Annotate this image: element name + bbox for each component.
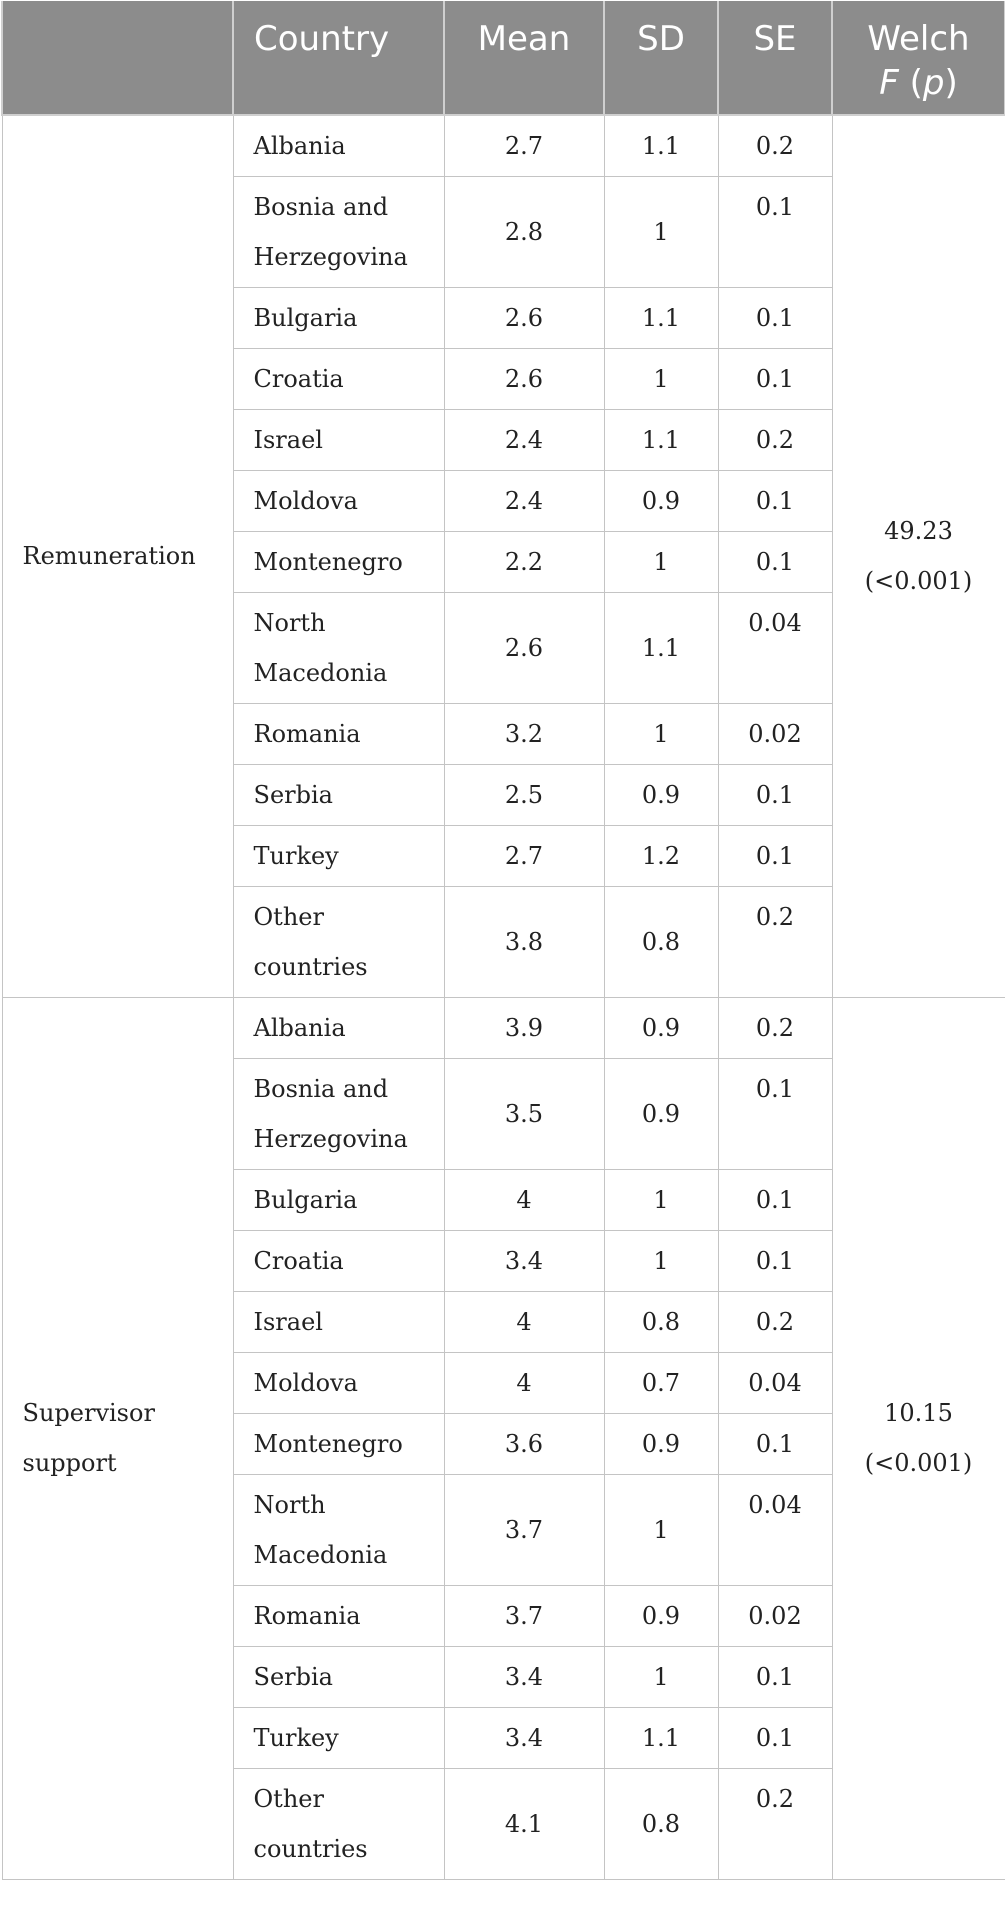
header-welch [832, 1, 1005, 115]
sd-cell: 0.9 [604, 997, 718, 1058]
group-label-cell [2, 997, 233, 1879]
country-cell: Moldova [233, 470, 444, 531]
mean-cell: 3.9 [444, 997, 604, 1058]
se-cell: 0.1 [718, 1230, 832, 1291]
country-cell: Bulgaria [233, 287, 444, 348]
mean-cell: 2.5 [444, 764, 604, 825]
se-cell: 0.1 [718, 1646, 832, 1707]
welch-p-value: (<0.001) [864, 1449, 973, 1477]
table-header [2, 1, 1005, 115]
se-cell: 0.1 [718, 1413, 832, 1474]
group-label: Supervisor [22, 1399, 155, 1427]
sd-cell: 0.8 [604, 1768, 718, 1879]
country-cell: Bosnia and Herzegovina [233, 176, 444, 287]
mean-cell: 3.8 [444, 886, 604, 997]
country-cell: Turkey [233, 1707, 444, 1768]
welch-cell [832, 997, 1005, 1879]
mean-cell: 3.2 [444, 703, 604, 764]
se-cell: 0.1 [718, 1707, 832, 1768]
sd-cell: 0.9 [604, 1058, 718, 1169]
mean-cell: 2.7 [444, 115, 604, 176]
mean-cell: 2.8 [444, 176, 604, 287]
header-welch-f: F [879, 63, 899, 103]
mean-cell: 3.7 [444, 1585, 604, 1646]
country-cell: Albania [233, 997, 444, 1058]
group-label: Remuneration [22, 542, 196, 571]
se-cell: 0.1 [718, 470, 832, 531]
se-cell: 0.2 [718, 1768, 832, 1879]
sd-cell: 1.2 [604, 825, 718, 886]
sd-cell: 0.9 [604, 764, 718, 825]
welch-f-value: 49.23 [884, 517, 953, 546]
country-cell: Croatia [233, 1230, 444, 1291]
se-cell: 0.2 [718, 115, 832, 176]
sd-cell: 1 [604, 1646, 718, 1707]
country-cell: Romania [233, 703, 444, 764]
sd-cell: 0.7 [604, 1352, 718, 1413]
data-table [1, 1, 1005, 1880]
mean-cell: 4 [444, 1169, 604, 1230]
sd-cell: 1.1 [604, 1707, 718, 1768]
sd-cell: 1 [604, 348, 718, 409]
se-cell: 0.1 [718, 531, 832, 592]
se-cell: 0.02 [718, 703, 832, 764]
country-cell: Bosnia and Herzegovina [233, 1058, 444, 1169]
welch-f-value: 10.15 [884, 1399, 953, 1427]
mean-cell: 3.4 [444, 1707, 604, 1768]
mean-cell: 2.4 [444, 409, 604, 470]
sd-cell: 1.1 [604, 592, 718, 703]
mean-cell: 3.5 [444, 1058, 604, 1169]
sd-cell: 0.9 [604, 1413, 718, 1474]
country-cell: Israel [233, 409, 444, 470]
header-sd: SD [604, 1, 718, 115]
country-cell: Bulgaria [233, 1169, 444, 1230]
se-cell: 0.04 [718, 1474, 832, 1585]
sd-cell: 1 [604, 1169, 718, 1230]
header-country: Country [233, 1, 444, 115]
se-cell: 0.1 [718, 1058, 832, 1169]
country-cell: Croatia [233, 348, 444, 409]
country-cell: North Macedonia [233, 1474, 444, 1585]
se-cell: 0.1 [718, 1169, 832, 1230]
se-cell: 0.1 [718, 287, 832, 348]
country-cell: Serbia [233, 764, 444, 825]
header-se: SE [718, 1, 832, 115]
country-cell: Moldova [233, 1352, 444, 1413]
sd-cell: 1 [604, 531, 718, 592]
sd-cell: 0.8 [604, 1291, 718, 1352]
sd-cell: 1.1 [604, 115, 718, 176]
mean-cell: 4.1 [444, 1768, 604, 1879]
mean-cell: 3.7 [444, 1474, 604, 1585]
header-welch-close: ) [944, 63, 958, 103]
sd-cell: 0.9 [604, 1585, 718, 1646]
country-cell: Montenegro [233, 1413, 444, 1474]
mean-cell: 3.6 [444, 1413, 604, 1474]
mean-cell: 3.4 [444, 1646, 604, 1707]
se-cell: 0.04 [718, 592, 832, 703]
sd-cell: 1 [604, 1230, 718, 1291]
country-cell: Romania [233, 1585, 444, 1646]
mean-cell: 2.7 [444, 825, 604, 886]
header-mean: Mean [444, 1, 604, 115]
sd-cell: 1 [604, 176, 718, 287]
se-cell: 0.1 [718, 348, 832, 409]
mean-cell: 2.6 [444, 592, 604, 703]
se-cell: 0.1 [718, 825, 832, 886]
header-welch-p: p [922, 63, 945, 103]
sd-cell: 0.9 [604, 470, 718, 531]
sd-cell: 1 [604, 1474, 718, 1585]
se-cell: 0.2 [718, 997, 832, 1058]
table-row [2, 115, 1005, 176]
welch-cell [832, 115, 1005, 997]
country-cell: Albania [233, 115, 444, 176]
country-cell: Turkey [233, 825, 444, 886]
welch-p-value: (<0.001) [864, 567, 973, 596]
mean-cell: 2.6 [444, 287, 604, 348]
mean-cell: 2.4 [444, 470, 604, 531]
sd-cell: 1.1 [604, 409, 718, 470]
se-cell: 0.1 [718, 764, 832, 825]
mean-cell: 4 [444, 1291, 604, 1352]
mean-cell: 2.6 [444, 348, 604, 409]
group-label-line2: support [22, 1449, 117, 1477]
sd-cell: 0.8 [604, 886, 718, 997]
se-cell: 0.2 [718, 1291, 832, 1352]
country-cell: Israel [233, 1291, 444, 1352]
country-cell: Other countries [233, 1768, 444, 1879]
se-cell: 0.2 [718, 409, 832, 470]
table-row [2, 997, 1005, 1058]
country-cell: Montenegro [233, 531, 444, 592]
header-blank [2, 1, 233, 115]
group-label-cell [2, 115, 233, 997]
country-cell: Other countries [233, 886, 444, 997]
sd-cell: 1 [604, 703, 718, 764]
header-welch-open: ( [898, 63, 923, 103]
sd-cell: 1.1 [604, 287, 718, 348]
se-cell: 0.04 [718, 1352, 832, 1413]
se-cell: 0.02 [718, 1585, 832, 1646]
mean-cell: 4 [444, 1352, 604, 1413]
country-cell: Serbia [233, 1646, 444, 1707]
se-cell: 0.1 [718, 176, 832, 287]
mean-cell: 3.4 [444, 1230, 604, 1291]
se-cell: 0.2 [718, 886, 832, 997]
table-body [2, 115, 1005, 1879]
country-cell: North Macedonia [233, 592, 444, 703]
mean-cell: 2.2 [444, 531, 604, 592]
header-welch-label: Welch [867, 19, 970, 59]
